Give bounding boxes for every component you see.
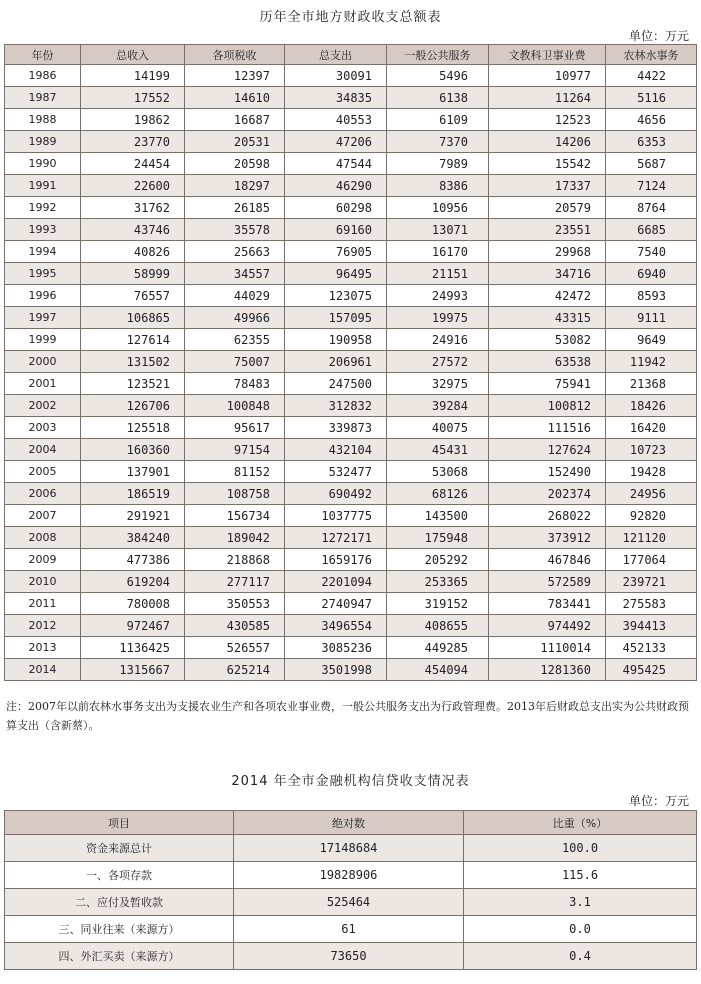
credit-balance-table	[4, 810, 697, 970]
table-cell: 1990	[5, 153, 81, 175]
table-cell: 5496	[387, 65, 489, 87]
table-cell: 319152	[387, 593, 489, 615]
table-cell: 1994	[5, 241, 81, 263]
table-cell: 143500	[387, 505, 489, 527]
table-cell: 394413	[606, 615, 697, 637]
table-cell: 69160	[285, 219, 387, 241]
table-cell: 11264	[489, 87, 606, 109]
table-cell: 156734	[185, 505, 285, 527]
table-cell: 17337	[489, 175, 606, 197]
table-cell: 8386	[387, 175, 489, 197]
table-cell: 13071	[387, 219, 489, 241]
table-cell: 60298	[285, 197, 387, 219]
table-cell: 1999	[5, 329, 81, 351]
table-cell: 467846	[489, 549, 606, 571]
table-row	[5, 571, 697, 593]
table-cell: 10956	[387, 197, 489, 219]
table-row	[5, 505, 697, 527]
table-cell: 131502	[81, 351, 185, 373]
table-cell: 一、各项存款	[5, 862, 234, 889]
table-cell: 2002	[5, 395, 81, 417]
table-cell: 四、外汇买卖（来源方）	[5, 943, 234, 970]
table-cell: 186519	[81, 483, 185, 505]
table-cell: 2001	[5, 373, 81, 395]
table-cell: 18426	[606, 395, 697, 417]
table-cell: 75941	[489, 373, 606, 395]
table-cell: 81152	[185, 461, 285, 483]
table-cell: 339873	[285, 417, 387, 439]
table-cell: 24454	[81, 153, 185, 175]
table-cell: 21368	[606, 373, 697, 395]
table-cell: 572589	[489, 571, 606, 593]
table-cell: 2009	[5, 549, 81, 571]
table-row	[5, 549, 697, 571]
table-row	[5, 307, 697, 329]
table-cell: 291921	[81, 505, 185, 527]
table-cell: 1988	[5, 109, 81, 131]
table-row	[5, 461, 697, 483]
table-cell: 53082	[489, 329, 606, 351]
table-cell: 43746	[81, 219, 185, 241]
table-cell: 63538	[489, 351, 606, 373]
table-cell: 2201094	[285, 571, 387, 593]
column-header: 一般公共服务	[387, 45, 489, 65]
table-row	[5, 835, 697, 862]
table-row	[5, 153, 697, 175]
column-header: 总收入	[81, 45, 185, 65]
table-cell: 1281360	[489, 659, 606, 681]
column-header: 项目	[5, 811, 234, 835]
table-cell: 32975	[387, 373, 489, 395]
table-cell: 16687	[185, 109, 285, 131]
table-cell: 5116	[606, 87, 697, 109]
table-cell: 14610	[185, 87, 285, 109]
table-cell: 11942	[606, 351, 697, 373]
table-cell: 73650	[234, 943, 464, 970]
table-cell: 108758	[185, 483, 285, 505]
column-header: 文教科卫事业费	[489, 45, 606, 65]
table-cell: 24916	[387, 329, 489, 351]
table-row	[5, 637, 697, 659]
table-cell: 10723	[606, 439, 697, 461]
table-cell: 19828906	[234, 862, 464, 889]
table-cell: 0.0	[464, 916, 697, 943]
table-cell: 42472	[489, 285, 606, 307]
table-cell: 46290	[285, 175, 387, 197]
table-cell: 152490	[489, 461, 606, 483]
table-cell: 6138	[387, 87, 489, 109]
table-cell: 17552	[81, 87, 185, 109]
table-cell: 23770	[81, 131, 185, 153]
table-cell: 10977	[489, 65, 606, 87]
table-cell: 430585	[185, 615, 285, 637]
table-row	[5, 916, 697, 943]
table-cell: 106865	[81, 307, 185, 329]
table-row	[5, 241, 697, 263]
table-cell: 4422	[606, 65, 697, 87]
table-cell: 157095	[285, 307, 387, 329]
credit-table-unit: 单位：万元	[628, 794, 689, 808]
table-header-row	[5, 45, 697, 65]
table-cell: 0.4	[464, 943, 697, 970]
table-cell: 312832	[285, 395, 387, 417]
table-row	[5, 65, 697, 87]
table-cell: 6685	[606, 219, 697, 241]
column-header: 绝对数	[234, 811, 464, 835]
table-cell: 974492	[489, 615, 606, 637]
table-cell: 619204	[81, 571, 185, 593]
column-header: 比重（%）	[464, 811, 697, 835]
table-cell: 690492	[285, 483, 387, 505]
table-cell: 247500	[285, 373, 387, 395]
table-cell: 495425	[606, 659, 697, 681]
table-cell: 7540	[606, 241, 697, 263]
table-row	[5, 263, 697, 285]
table-cell: 1315667	[81, 659, 185, 681]
fiscal-table-title: 历年全市地方财政收支总额表	[259, 10, 442, 25]
table-row	[5, 527, 697, 549]
table-cell: 3496554	[285, 615, 387, 637]
table-cell: 19862	[81, 109, 185, 131]
table-cell: 22600	[81, 175, 185, 197]
table-cell: 45431	[387, 439, 489, 461]
table-cell: 1110014	[489, 637, 606, 659]
table-cell: 78483	[185, 373, 285, 395]
table-cell: 218868	[185, 549, 285, 571]
table-cell: 3085236	[285, 637, 387, 659]
table-cell: 7370	[387, 131, 489, 153]
credit-table-title: 2014 年全市金融机构信贷收支情况表	[231, 774, 470, 789]
table-cell: 16420	[606, 417, 697, 439]
table-cell: 25663	[185, 241, 285, 263]
table-row	[5, 417, 697, 439]
table-cell: 408655	[387, 615, 489, 637]
table-cell: 1997	[5, 307, 81, 329]
table-cell: 268022	[489, 505, 606, 527]
table-cell: 35578	[185, 219, 285, 241]
table-cell: 39284	[387, 395, 489, 417]
table-cell: 23551	[489, 219, 606, 241]
table-cell: 14206	[489, 131, 606, 153]
table-cell: 1136425	[81, 637, 185, 659]
table-cell: 34557	[185, 263, 285, 285]
table-row	[5, 219, 697, 241]
table-cell: 24956	[606, 483, 697, 505]
table-cell: 126706	[81, 395, 185, 417]
table-cell: 123521	[81, 373, 185, 395]
table-row	[5, 943, 697, 970]
table-cell: 2011	[5, 593, 81, 615]
table-cell: 452133	[606, 637, 697, 659]
table-row	[5, 329, 697, 351]
table-cell: 9649	[606, 329, 697, 351]
table-row	[5, 483, 697, 505]
table-row	[5, 197, 697, 219]
table-cell: 350553	[185, 593, 285, 615]
table-cell: 2005	[5, 461, 81, 483]
table-cell: 44029	[185, 285, 285, 307]
table-cell: 277117	[185, 571, 285, 593]
table-cell: 1272171	[285, 527, 387, 549]
table-cell: 三、同业往来（来源方）	[5, 916, 234, 943]
table-cell: 49966	[185, 307, 285, 329]
table-cell: 2013	[5, 637, 81, 659]
table-cell: 2008	[5, 527, 81, 549]
table-cell: 7124	[606, 175, 697, 197]
table-cell: 780008	[81, 593, 185, 615]
table-cell: 6353	[606, 131, 697, 153]
table-cell: 30091	[285, 65, 387, 87]
table-cell: 47206	[285, 131, 387, 153]
column-header: 总支出	[285, 45, 387, 65]
table-row	[5, 593, 697, 615]
table-cell: 15542	[489, 153, 606, 175]
table-cell: 53068	[387, 461, 489, 483]
table-cell: 373912	[489, 527, 606, 549]
table-cell: 二、应付及暂收款	[5, 889, 234, 916]
table-cell: 137901	[81, 461, 185, 483]
table-cell: 97154	[185, 439, 285, 461]
table-cell: 111516	[489, 417, 606, 439]
table-cell: 1996	[5, 285, 81, 307]
table-cell: 43315	[489, 307, 606, 329]
table-cell: 2004	[5, 439, 81, 461]
table-cell: 160360	[81, 439, 185, 461]
table-cell: 3.1	[464, 889, 697, 916]
table-cell: 18297	[185, 175, 285, 197]
table-cell: 21151	[387, 263, 489, 285]
column-header: 年份	[5, 45, 81, 65]
table-cell: 1986	[5, 65, 81, 87]
table-cell: 972467	[81, 615, 185, 637]
table-cell: 2740947	[285, 593, 387, 615]
table-cell: 40553	[285, 109, 387, 131]
table-cell: 2010	[5, 571, 81, 593]
table-cell: 454094	[387, 659, 489, 681]
fiscal-table-unit: 单位：万元	[628, 29, 689, 43]
table-row	[5, 615, 697, 637]
table-cell: 61	[234, 916, 464, 943]
table-cell: 449285	[387, 637, 489, 659]
table-cell: 783441	[489, 593, 606, 615]
table-cell: 96495	[285, 263, 387, 285]
table-cell: 1991	[5, 175, 81, 197]
table-cell: 1037775	[285, 505, 387, 527]
table-cell: 3501998	[285, 659, 387, 681]
table-cell: 24993	[387, 285, 489, 307]
table-cell: 177064	[606, 549, 697, 571]
table-cell: 27572	[387, 351, 489, 373]
table-cell: 2003	[5, 417, 81, 439]
table-cell: 190958	[285, 329, 387, 351]
table-cell: 58999	[81, 263, 185, 285]
table-cell: 29968	[489, 241, 606, 263]
table-cell: 8593	[606, 285, 697, 307]
table-cell: 14199	[81, 65, 185, 87]
table-cell: 100.0	[464, 835, 697, 862]
table-cell: 100848	[185, 395, 285, 417]
table-cell: 7989	[387, 153, 489, 175]
table-cell: 95617	[185, 417, 285, 439]
table-cell: 253365	[387, 571, 489, 593]
table-cell: 123075	[285, 285, 387, 307]
table-row	[5, 373, 697, 395]
table-cell: 6109	[387, 109, 489, 131]
table-cell: 477386	[81, 549, 185, 571]
table-cell: 5687	[606, 153, 697, 175]
table-cell: 1993	[5, 219, 81, 241]
table-cell: 31762	[81, 197, 185, 219]
fiscal-revenue-expenditure-table	[4, 44, 697, 681]
table-cell: 205292	[387, 549, 489, 571]
fiscal-table-note: 注：2007年以前农林水事务支出为支援农业生产和各项农业事业费，一般公共服务支出为行政管理费。2013年后财政总支出实为公共财政预算支出（含新蔡）。	[6, 700, 689, 732]
table-cell: 26185	[185, 197, 285, 219]
table-cell: 125518	[81, 417, 185, 439]
table-cell: 20598	[185, 153, 285, 175]
table-cell: 275583	[606, 593, 697, 615]
table-cell: 2000	[5, 351, 81, 373]
table-cell: 6940	[606, 263, 697, 285]
column-header: 农林水事务	[606, 45, 697, 65]
table-cell: 20531	[185, 131, 285, 153]
table-cell: 47544	[285, 153, 387, 175]
table-cell: 76905	[285, 241, 387, 263]
table-cell: 68126	[387, 483, 489, 505]
table-cell: 1989	[5, 131, 81, 153]
table-cell: 175948	[387, 527, 489, 549]
table-cell: 1995	[5, 263, 81, 285]
table-cell: 20579	[489, 197, 606, 219]
table-row	[5, 285, 697, 307]
column-header: 各项税收	[185, 45, 285, 65]
table-cell: 76557	[81, 285, 185, 307]
table-cell: 8764	[606, 197, 697, 219]
table-row	[5, 87, 697, 109]
table-cell: 2014	[5, 659, 81, 681]
table-cell: 100812	[489, 395, 606, 417]
table-cell: 34716	[489, 263, 606, 285]
table-cell: 2012	[5, 615, 81, 637]
table-cell: 92820	[606, 505, 697, 527]
table-cell: 62355	[185, 329, 285, 351]
table-cell: 40075	[387, 417, 489, 439]
table-cell: 432104	[285, 439, 387, 461]
table-cell: 9111	[606, 307, 697, 329]
table-cell: 625214	[185, 659, 285, 681]
table-row	[5, 109, 697, 131]
table-cell: 1987	[5, 87, 81, 109]
table-cell: 12397	[185, 65, 285, 87]
table-cell: 206961	[285, 351, 387, 373]
table-cell: 34835	[285, 87, 387, 109]
table-cell: 2006	[5, 483, 81, 505]
table-cell: 1992	[5, 197, 81, 219]
table-header-row	[5, 811, 697, 835]
table-row	[5, 175, 697, 197]
table-cell: 资金来源总计	[5, 835, 234, 862]
table-cell: 19428	[606, 461, 697, 483]
table-cell: 121120	[606, 527, 697, 549]
table-cell: 189042	[185, 527, 285, 549]
table-cell: 1659176	[285, 549, 387, 571]
table-row	[5, 659, 697, 681]
table-row	[5, 889, 697, 916]
table-cell: 202374	[489, 483, 606, 505]
table-cell: 40826	[81, 241, 185, 263]
table-cell: 127624	[489, 439, 606, 461]
table-cell: 239721	[606, 571, 697, 593]
table-row	[5, 395, 697, 417]
table-cell: 12523	[489, 109, 606, 131]
table-cell: 526557	[185, 637, 285, 659]
table-cell: 525464	[234, 889, 464, 916]
table-cell: 16170	[387, 241, 489, 263]
table-row	[5, 862, 697, 889]
table-cell: 2007	[5, 505, 81, 527]
table-row	[5, 439, 697, 461]
table-cell: 17148684	[234, 835, 464, 862]
table-cell: 4656	[606, 109, 697, 131]
table-cell: 115.6	[464, 862, 697, 889]
table-row	[5, 351, 697, 373]
table-cell: 75007	[185, 351, 285, 373]
table-cell: 532477	[285, 461, 387, 483]
table-cell: 384240	[81, 527, 185, 549]
table-row	[5, 131, 697, 153]
table-cell: 19975	[387, 307, 489, 329]
table-cell: 127614	[81, 329, 185, 351]
